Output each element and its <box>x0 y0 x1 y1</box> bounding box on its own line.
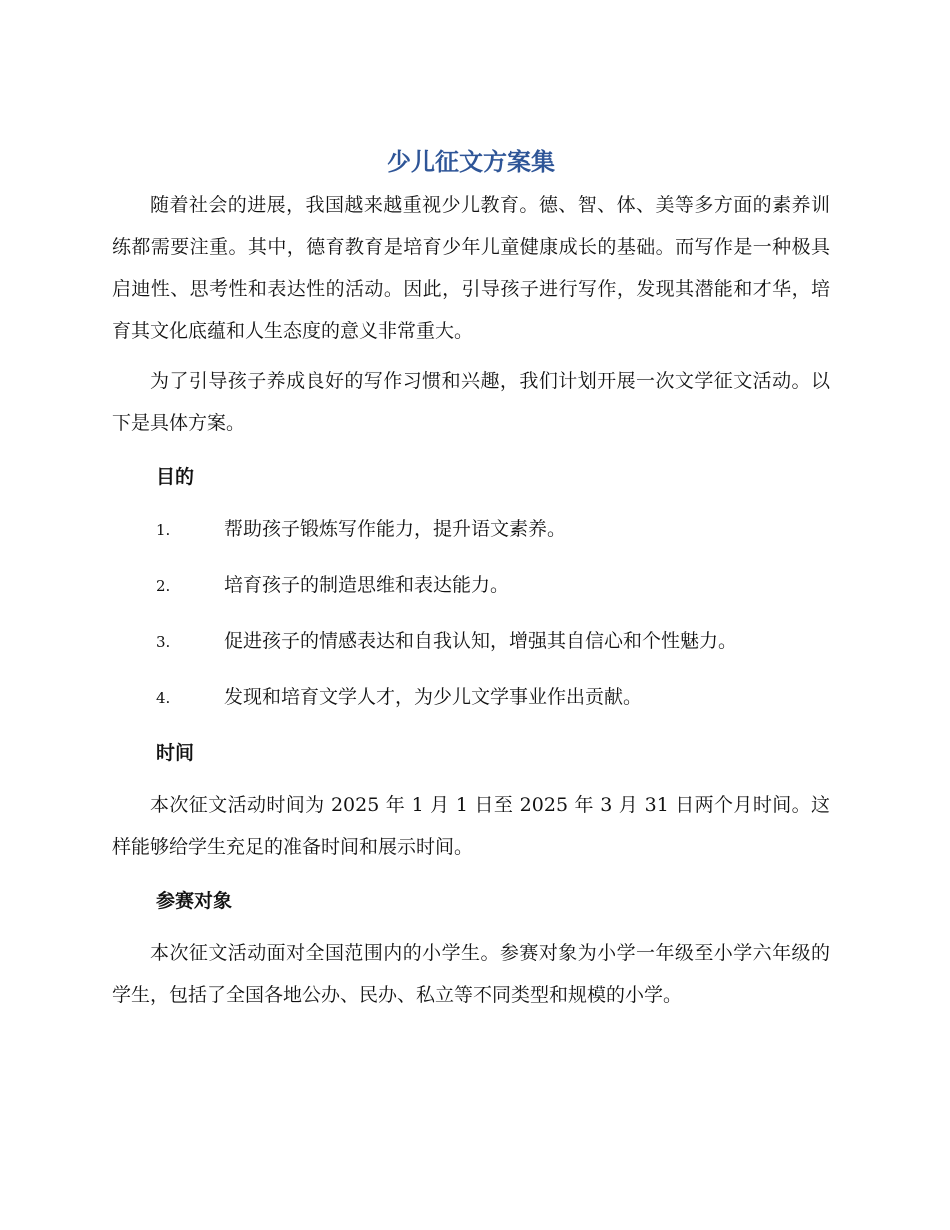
document-title: 少儿征文方案集 <box>387 148 555 176</box>
list-number: 3. <box>156 633 171 651</box>
list-number: 2. <box>156 577 171 595</box>
list-item <box>112 564 830 607</box>
section-heading-participants: 参赛对象 <box>156 890 233 912</box>
list-text: 发现和培育文学人才，为少儿文学事业作出贡献。 <box>224 686 643 708</box>
time-paragraph: 本次征文活动时间为 2025 年 1 月 1 日至 2025 年 3 月 31 日两个月时间。这样能够给学生充足的准备时间和展示时间。 <box>112 794 830 858</box>
list-item <box>112 676 830 719</box>
list-text: 培育孩子的制造思维和表达能力。 <box>224 574 510 596</box>
participants-paragraph: 本次征文活动面对全国范围内的小学生。参赛对象为小学一年级至小学六年级的学生，包括了全国各地公办、民办、私立等不同类型和规模的小学。 <box>112 942 830 1006</box>
list-number: 4. <box>156 689 171 707</box>
list-item <box>112 508 830 551</box>
section-heading-time: 时间 <box>156 742 195 764</box>
intro-paragraph-1: 随着社会的进展，我国越来越重视少儿教育。德、智、体、美等多方面的素养训练都需要注重。其中，德育教育是培育少年儿童健康成长的基础。而写作是一种极具启迪性、思考性和表达性的活动。因此，引导孩子进行写作，发现其潜能和才华，培育其文化底蕴和人生态度的意义非常重大。 <box>112 194 830 342</box>
list-item <box>112 620 830 663</box>
list-text: 帮助孩子锻炼写作能力，提升语文素养。 <box>224 518 567 540</box>
section-heading-purpose: 目的 <box>156 466 195 488</box>
document-page <box>112 140 830 1016</box>
list-text: 促进孩子的情感表达和自我认知，增强其自信心和个性魅力。 <box>224 630 738 652</box>
list-number: 1. <box>156 521 171 539</box>
intro-paragraph-2: 为了引导孩子养成良好的写作习惯和兴趣，我们计划开展一次文学征文活动。以下是具体方案。 <box>112 370 830 434</box>
